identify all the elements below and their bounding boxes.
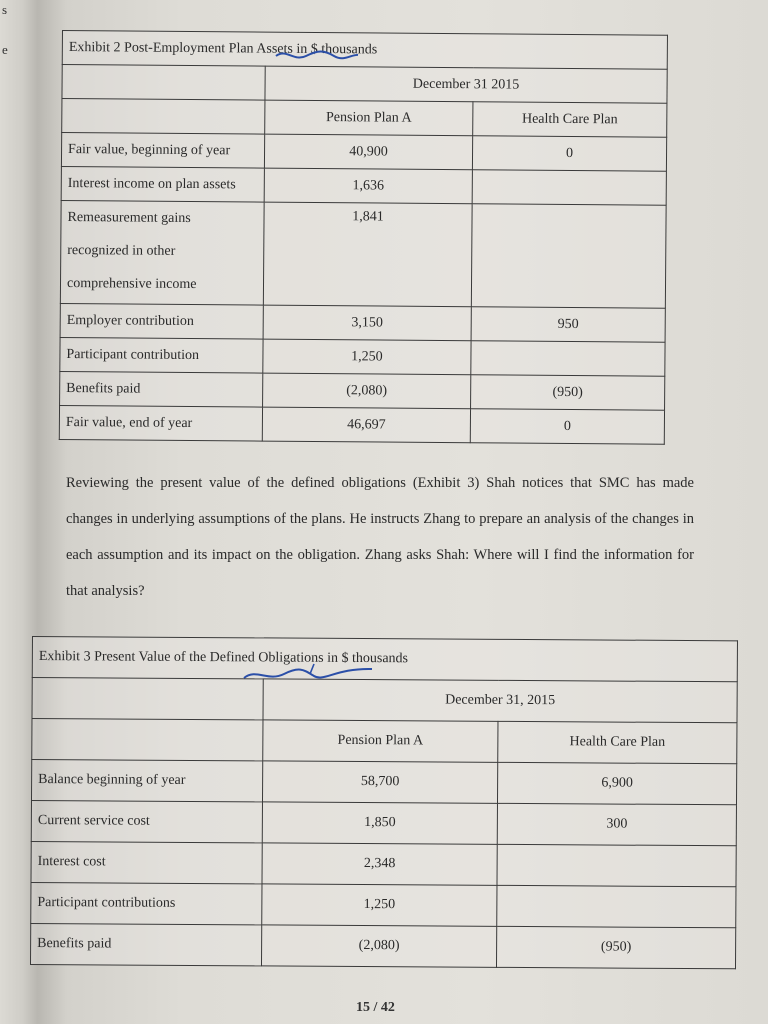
row-label-line: comprehensive income	[66, 276, 197, 293]
page-number: 15 / 42	[356, 1000, 395, 1015]
health-value	[472, 170, 666, 206]
row-label: Benefits paid	[30, 923, 261, 965]
exhibit-3-title: Exhibit 3 Present Value of the Defined Obligations in $ thousands	[32, 637, 737, 682]
table-row	[61, 133, 666, 172]
table-title-row	[62, 31, 667, 70]
table-row	[30, 923, 735, 968]
row-label	[60, 200, 264, 305]
health-value: (950)	[471, 375, 665, 411]
health-value	[471, 341, 665, 377]
pension-value: 1,841	[263, 202, 472, 307]
row-label: Benefits paid	[60, 371, 263, 407]
table-title-row	[32, 637, 737, 682]
row-label: Fair value, beginning of year	[61, 133, 264, 169]
pension-value: 2,348	[262, 843, 497, 885]
table-row	[60, 371, 665, 410]
row-label: Balance beginning of year	[31, 760, 262, 802]
pension-value: (2,080)	[263, 373, 471, 409]
pension-value: 1,636	[264, 168, 472, 204]
health-value: 0	[470, 409, 664, 445]
row-label: Employer contribution	[60, 303, 263, 339]
row-label: Interest income on plan assets	[61, 166, 264, 202]
row-label: Participant contributions	[31, 882, 262, 924]
column-header-health: Health Care Plan	[473, 102, 667, 138]
date-header: December 31 2015	[265, 66, 667, 103]
row-label: Current service cost	[31, 801, 262, 843]
table-row	[61, 166, 666, 205]
row-label: Interest cost	[31, 841, 262, 883]
exhibit-2-table	[59, 30, 668, 445]
date-header-row	[32, 678, 737, 723]
table-row	[59, 405, 664, 444]
row-label-line: Remeasurement gains	[67, 210, 191, 227]
margin-fragment: s	[2, 2, 8, 17]
table-row	[60, 303, 665, 342]
health-value	[497, 885, 736, 927]
table-row	[31, 760, 736, 805]
health-value: 0	[472, 136, 666, 172]
pension-value: 1,250	[262, 884, 497, 926]
exhibit-3-table	[30, 636, 738, 969]
table-row	[31, 801, 736, 846]
pension-value: 1,850	[262, 802, 497, 844]
table-row	[60, 200, 666, 308]
column-header-health: Health Care Plan	[498, 721, 737, 763]
row-label: Fair value, end of year	[59, 405, 262, 441]
body-paragraph: Reviewing the present value of the defined obligations (Exhibit 3) Shah notices that SMC has made changes in underlying assumptions of the plans. He instructs Zhang to prepare an analysis of the changes in each assumption and its impact on the obligation. Zhang asks Shah: Where will I find the information for that analysis?	[66, 475, 694, 599]
row-label-line: recognized in other	[67, 243, 176, 259]
pension-value: 46,697	[262, 407, 470, 443]
pension-value: 3,150	[263, 305, 471, 341]
column-header-pension: Pension Plan A	[263, 720, 498, 762]
health-value: 300	[497, 803, 736, 845]
row-label: Participant contribution	[60, 337, 263, 373]
pension-value: 40,900	[264, 134, 472, 170]
exhibit-2-title: Exhibit 2 Post-Employment Plan Assets in $ thousands	[62, 31, 667, 70]
pension-value: (2,080)	[261, 925, 496, 967]
pension-value: 1,250	[263, 339, 471, 375]
table-row	[60, 337, 665, 376]
table-row	[31, 841, 736, 886]
table-row	[31, 882, 736, 927]
date-header: December 31, 2015	[263, 679, 737, 723]
health-value: 950	[471, 307, 665, 343]
margin-fragment: e	[2, 42, 8, 57]
column-header-pension: Pension Plan A	[265, 100, 473, 136]
health-value: 6,900	[497, 762, 736, 804]
column-header-row	[32, 719, 737, 764]
pension-value: 58,700	[262, 761, 497, 803]
health-value	[497, 844, 736, 886]
column-header-row	[62, 99, 667, 138]
health-value: (950)	[496, 926, 735, 968]
date-header-row	[62, 65, 667, 104]
health-value	[471, 204, 666, 309]
